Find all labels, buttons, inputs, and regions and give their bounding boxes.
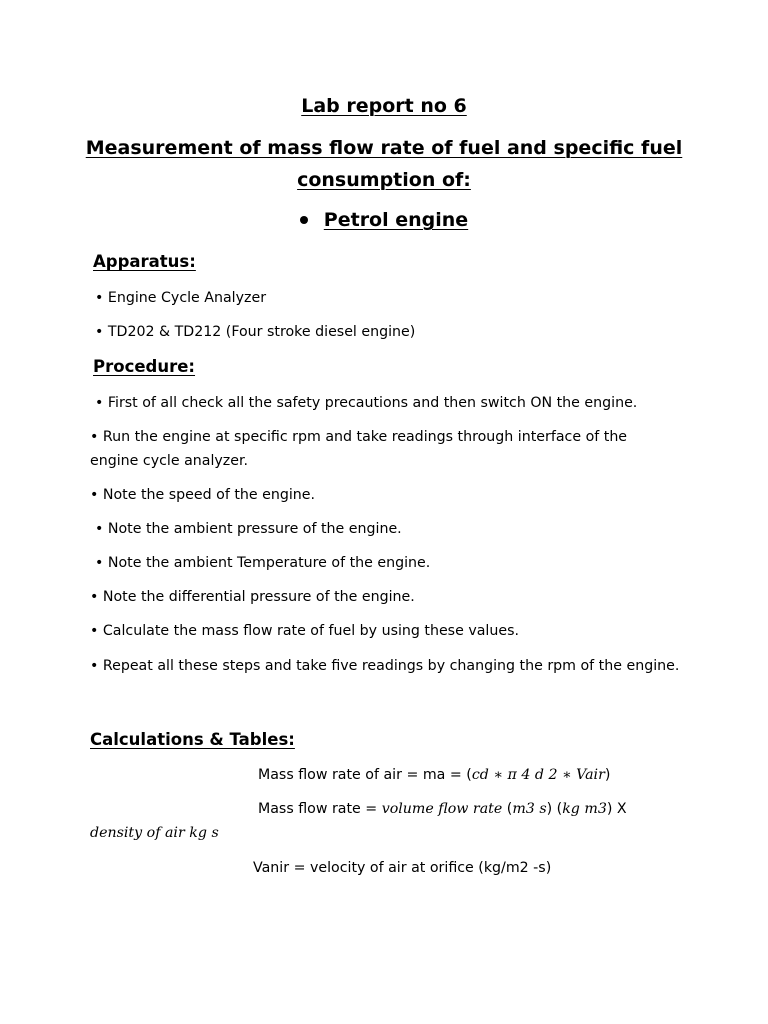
- procedure-heading: Procedure:: [93, 357, 196, 376]
- equation-2-paren-b: ) (: [546, 801, 563, 817]
- equation-2-tail: ) X: [606, 801, 627, 817]
- report-title: Lab report no 6: [301, 95, 467, 117]
- equation-mass-flow: [258, 797, 627, 821]
- equation-vair-definition: Vanir = velocity of air at orifice (kg/m2 -s): [253, 860, 552, 876]
- equation-2-math-c: kg m3: [562, 801, 607, 817]
- procedure-item-2: • Run the engine at specific rpm and take readings through interface of the: [90, 429, 628, 445]
- equation-mass-flow-air: [258, 763, 610, 787]
- procedure-item-6: • Note the differential pressure of the engine.: [90, 589, 415, 605]
- engine-bullet-label: Petrol engine: [323, 209, 469, 231]
- procedure-item-1: • First of all check all the safety precautions and then switch ON the engine.: [95, 395, 638, 411]
- procedure-item-3: • Note the speed of the engine.: [90, 487, 316, 503]
- equation-2-math-a: volume flow rate: [381, 801, 503, 817]
- procedure-item-4: • Note the ambient pressure of the engine.: [95, 521, 402, 537]
- bullet-icon: [300, 216, 308, 224]
- procedure-item-2-cont: engine cycle analyzer.: [90, 453, 249, 469]
- equation-1-close: ): [604, 767, 611, 783]
- equation-1-math: cd ∗ π 4 d 2 ∗ Vair: [471, 767, 605, 783]
- equation-2-paren-a: (: [502, 801, 513, 817]
- engine-bullet: [0, 209, 768, 231]
- experiment-title-line-1: Measurement of mass flow rate of fuel and specific fuel: [85, 137, 683, 159]
- equation-1-label: Mass flow rate of air = ma = (: [258, 767, 472, 783]
- calculations-heading: Calculations & Tables:: [90, 730, 295, 749]
- procedure-item-7: • Calculate the mass flow rate of fuel by using these values.: [90, 623, 519, 639]
- equation-2-label: Mass flow rate =: [258, 801, 382, 817]
- apparatus-item-1: • Engine Cycle Analyzer: [95, 290, 267, 306]
- equation-2-line-2: density of air kg s: [90, 825, 219, 841]
- experiment-title-line-2: consumption of:: [297, 169, 471, 191]
- procedure-item-8: • Repeat all these steps and take five readings by changing the rpm of the engine.: [90, 658, 680, 674]
- apparatus-item-2: • TD202 & TD212 (Four stroke diesel engine): [95, 324, 416, 340]
- equation-2-math-b: m3 s: [512, 801, 547, 817]
- apparatus-heading: Apparatus:: [93, 252, 196, 271]
- procedure-item-5: • Note the ambient Temperature of the engine.: [95, 555, 431, 571]
